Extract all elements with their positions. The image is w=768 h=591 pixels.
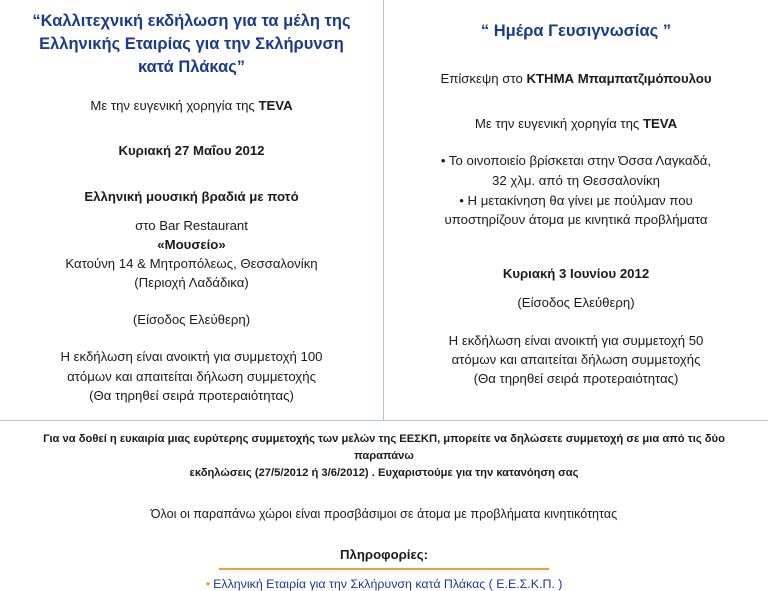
left-address: Κατούνη 14 & Μητροπόλεως, Θεσσαλονίκη bbox=[65, 256, 318, 271]
left-capacity-line-2: ατόμων και απαιτείται δήλωση συμμετοχής bbox=[67, 368, 316, 384]
left-sponsor-prefix: Με την ευγενική χορηγία της bbox=[90, 98, 259, 114]
left-venue-name: «Μουσείο» bbox=[157, 236, 226, 252]
left-event-column bbox=[0, 0, 384, 420]
right-sponsor-line bbox=[412, 114, 740, 133]
right-entry: (Είσοδος Ελεύθερη) bbox=[517, 295, 635, 311]
footer-note-line-1: Για να δοθεί η ευκαιρία μιας ευρύτερης συμμετοχής των μελών της ΕΕΣΚΠ, μπορείτε να δηλώσετε συμμετοχή σε μια από τις δύο παραπάνω bbox=[43, 433, 725, 462]
info-item-label: Ελληνική Εταιρία για την Σκλήρυνση κατά Πλάκας ( Ε.Ε.Σ.Κ.Π. ) bbox=[213, 577, 563, 591]
right-visit-line bbox=[412, 69, 740, 88]
right-event-column bbox=[384, 0, 768, 420]
left-sponsor-name: TEVA bbox=[258, 98, 293, 114]
left-event-date: Κυριακή 27 Μαΐου 2012 bbox=[118, 143, 265, 159]
right-bullet-list bbox=[412, 151, 740, 230]
right-capacity-line-1: Η εκδήλωση είναι ανοικτή για συμμετοχή 50 bbox=[448, 332, 704, 348]
orange-rule bbox=[219, 568, 549, 570]
left-area: (Περιοχή Λαδάδικα) bbox=[134, 275, 249, 291]
right-event-date: Κυριακή 3 Ιουνίου 2012 bbox=[502, 266, 650, 282]
left-event-kind: Ελληνική μουσική βραδιά με ποτό bbox=[84, 188, 299, 204]
right-capacity-line-2: ατόμων και απαιτείται δήλωση συμμετοχής bbox=[451, 351, 701, 367]
left-entry: (Είσοδος Ελεύθερη) bbox=[132, 312, 251, 328]
right-visit-prefix: Επίσκεψη στο bbox=[440, 70, 527, 86]
list-item: • Η μετακίνηση θα γίνει με πούλμαν που bbox=[459, 192, 693, 208]
list-item: • Το οινοποιείο βρίσκεται στην Όσσα Λαγκαδά, bbox=[440, 153, 712, 169]
right-event-title: “ Ημέρα Γευσιγνωσίας ” bbox=[480, 22, 672, 40]
left-capacity-line-1: Η εκδήλωση είναι ανοικτή για συμμετοχή 100 bbox=[60, 349, 323, 365]
left-venue-prefix: στο Bar Restaurant bbox=[135, 217, 248, 233]
right-visit-name: ΚΤΗΜΑ Μπαμπατζιμόπουλου bbox=[526, 70, 712, 86]
list-item: 32 χλμ. από τη Θεσσαλονίκη bbox=[492, 172, 660, 188]
left-sponsor-line bbox=[28, 96, 355, 115]
list-item: υποστηρίζουν άτομα με κινητικά προβλήματα bbox=[444, 212, 708, 228]
info-item bbox=[36, 576, 732, 591]
footer-note-line-2: εκδηλώσεις (27/5/2012 ή 3/6/2012) . Ευχαριστούμε για την κατανόηση σας bbox=[189, 466, 579, 479]
accessibility-note: Όλοι οι παραπάνω χώροι είναι προσβάσιμοι σε άτομα με προβλήματα κινητικότητας bbox=[150, 507, 618, 522]
footer-section bbox=[0, 421, 768, 591]
left-capacity-line-3: (Θα τηρηθεί σειρά προτεραιότητας) bbox=[89, 387, 294, 403]
right-sponsor-name: TEVA bbox=[642, 115, 678, 131]
bullet-icon: • bbox=[205, 576, 211, 591]
left-event-title: “Καλλιτεχνική εκδήλωση για τα μέλη της Ελληνικής Εταιρίας για την Σκλήρυνση κατά Πλάκας” bbox=[32, 12, 351, 76]
right-sponsor-prefix: Με την ευγενική χορηγία της bbox=[474, 115, 643, 131]
right-capacity-line-3: (Θα τηρηθεί σειρά προτεραιότητας) bbox=[473, 370, 679, 386]
info-heading: Πληροφορίες: bbox=[340, 547, 428, 563]
